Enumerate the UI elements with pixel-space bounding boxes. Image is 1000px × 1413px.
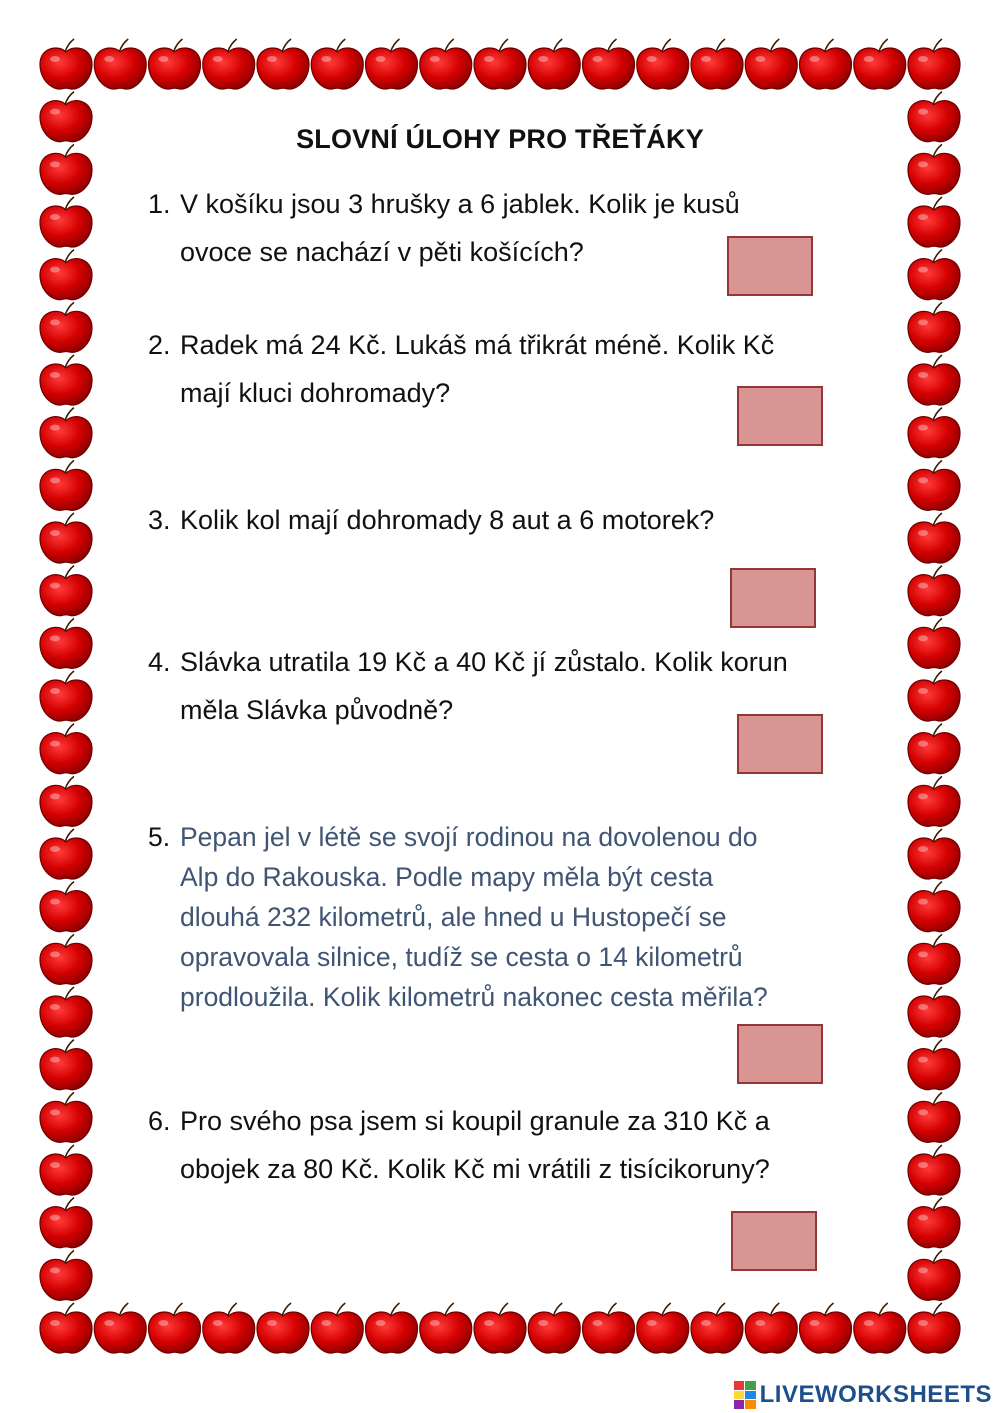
task-line: Radek má 24 Kč. Lukáš má třikrát méně. Kolik Kč: [180, 330, 775, 360]
task-line: ovoce se nachází v pěti košících?: [180, 237, 584, 267]
apple-icon: [908, 987, 960, 1037]
apple-icon: [908, 408, 960, 458]
apple-icon: [908, 934, 960, 984]
apple-icon: [908, 513, 960, 563]
apple-icon: [257, 1303, 309, 1353]
apple-icon: [908, 302, 960, 352]
apple-icon: [40, 882, 92, 932]
apple-icon: [908, 1145, 960, 1195]
apple-icon: [40, 1303, 92, 1353]
apple-icon: [366, 1303, 418, 1353]
answer-box-2[interactable]: [737, 386, 823, 446]
apple-icon: [800, 1303, 852, 1353]
answer-box-5[interactable]: [737, 1024, 823, 1084]
apple-icon: [908, 724, 960, 774]
apple-icon: [528, 39, 580, 89]
apple-icon: [745, 39, 797, 89]
answer-box-3[interactable]: [730, 568, 816, 628]
task-line: Pepan jel v létě se svojí rodinou na dovolenou do: [180, 822, 758, 852]
apple-icon: [40, 355, 92, 405]
task-number: 1.: [148, 189, 171, 219]
apple-icon: [40, 1250, 92, 1300]
liveworksheets-logo-icon: [734, 1381, 756, 1409]
answer-box-4[interactable]: [737, 714, 823, 774]
apple-icon: [908, 618, 960, 668]
apple-icon: [420, 1303, 472, 1353]
task-line: obojek za 80 Kč. Kolik Kč mi vrátili z tisícikoruny?: [180, 1154, 770, 1184]
task-number: 4.: [148, 647, 171, 677]
apple-icon: [40, 408, 92, 458]
apple-icon: [908, 566, 960, 616]
apple-icon: [908, 39, 960, 89]
apple-icon: [40, 618, 92, 668]
apple-icon: [40, 39, 92, 89]
apple-icon: [40, 460, 92, 510]
page-title: SLOVNÍ ÚLOHY PRO TŘEŤÁKY: [296, 124, 704, 154]
apple-icon: [854, 1303, 906, 1353]
apple-icon: [908, 776, 960, 826]
apple-icon: [908, 460, 960, 510]
task-number: 3.: [148, 505, 171, 535]
task-text: [180, 817, 858, 1017]
apple-icon: [40, 1145, 92, 1195]
apple-icon: [908, 1198, 960, 1248]
apple-icon: [94, 39, 146, 89]
apple-icon: [203, 39, 255, 89]
apple-icon: [474, 39, 526, 89]
apple-icon: [908, 882, 960, 932]
task-line: dlouhá 232 kilometrů, ale hned u Hustopečí se: [180, 902, 727, 932]
apple-icon: [908, 1250, 960, 1300]
answer-box-1[interactable]: [727, 236, 813, 296]
apple-icon: [691, 1303, 743, 1353]
apple-icon: [40, 1198, 92, 1248]
task-number: 5.: [148, 822, 171, 852]
apple-icon: [908, 1092, 960, 1142]
apple-icon: [474, 1303, 526, 1353]
apple-icon: [311, 39, 363, 89]
apple-icon: [40, 302, 92, 352]
apple-icon: [94, 1303, 146, 1353]
apple-icon: [908, 197, 960, 247]
liveworksheets-text: LIVEWORKSHEETS: [759, 1381, 992, 1408]
apple-icon: [40, 671, 92, 721]
task-text: [180, 1097, 858, 1193]
apple-icon: [40, 987, 92, 1037]
apple-icon: [149, 1303, 201, 1353]
apple-icon: [40, 724, 92, 774]
apple-icon: [203, 1303, 255, 1353]
task-6: [148, 1097, 858, 1193]
apple-icon: [40, 829, 92, 879]
apple-icon: [40, 566, 92, 616]
apple-icon: [908, 355, 960, 405]
apple-icon: [637, 39, 689, 89]
task-number: 6.: [148, 1106, 171, 1136]
apple-icon: [800, 39, 852, 89]
task-line: měla Slávka původně?: [180, 695, 454, 725]
apple-icon: [40, 1040, 92, 1090]
apple-icon: [528, 1303, 580, 1353]
task-3: [148, 496, 858, 544]
apple-icon: [149, 39, 201, 89]
task-number: 2.: [148, 330, 171, 360]
apple-icon: [908, 250, 960, 300]
task-line: V košíku jsou 3 hrušky a 6 jablek. Kolik je kusů: [180, 189, 740, 219]
apple-icon: [745, 1303, 797, 1353]
task-5: [148, 817, 858, 1017]
task-line: opravovala silnice, tudíž se cesta o 14 kilometrů: [180, 942, 743, 972]
apple-icon: [637, 1303, 689, 1353]
apple-icon: [583, 1303, 635, 1353]
apple-icon: [40, 197, 92, 247]
apple-icon: [908, 829, 960, 879]
task-line: Kolik kol mají dohromady 8 aut a 6 motorek?: [180, 505, 715, 535]
answer-box-6[interactable]: [731, 1211, 817, 1271]
apple-icon: [40, 1092, 92, 1142]
apple-icon: [40, 776, 92, 826]
liveworksheets-brand: [734, 1381, 992, 1409]
apple-icon: [257, 39, 309, 89]
apple-icon: [40, 934, 92, 984]
task-line: Slávka utratila 19 Kč a 40 Kč jí zůstalo. Kolik korun: [180, 647, 788, 677]
task-line: Pro svého psa jsem si koupil granule za 310 Kč a: [180, 1106, 770, 1136]
apple-icon: [366, 39, 418, 89]
apple-icon: [420, 39, 472, 89]
apple-icon: [691, 39, 743, 89]
apple-icon: [854, 39, 906, 89]
apple-icon: [40, 513, 92, 563]
apple-icon: [311, 1303, 363, 1353]
task-line: prodloužila. Kolik kilometrů nakonec cesta měřila?: [180, 982, 768, 1012]
apple-icon: [908, 671, 960, 721]
task-text: [180, 496, 858, 544]
apple-icon: [40, 250, 92, 300]
task-line: Alp do Rakouska. Podle mapy měla být cesta: [180, 862, 714, 892]
apple-icon: [908, 1303, 960, 1353]
task-line: mají kluci dohromady?: [180, 378, 451, 408]
apple-icon: [908, 1040, 960, 1090]
apple-icon: [583, 39, 635, 89]
